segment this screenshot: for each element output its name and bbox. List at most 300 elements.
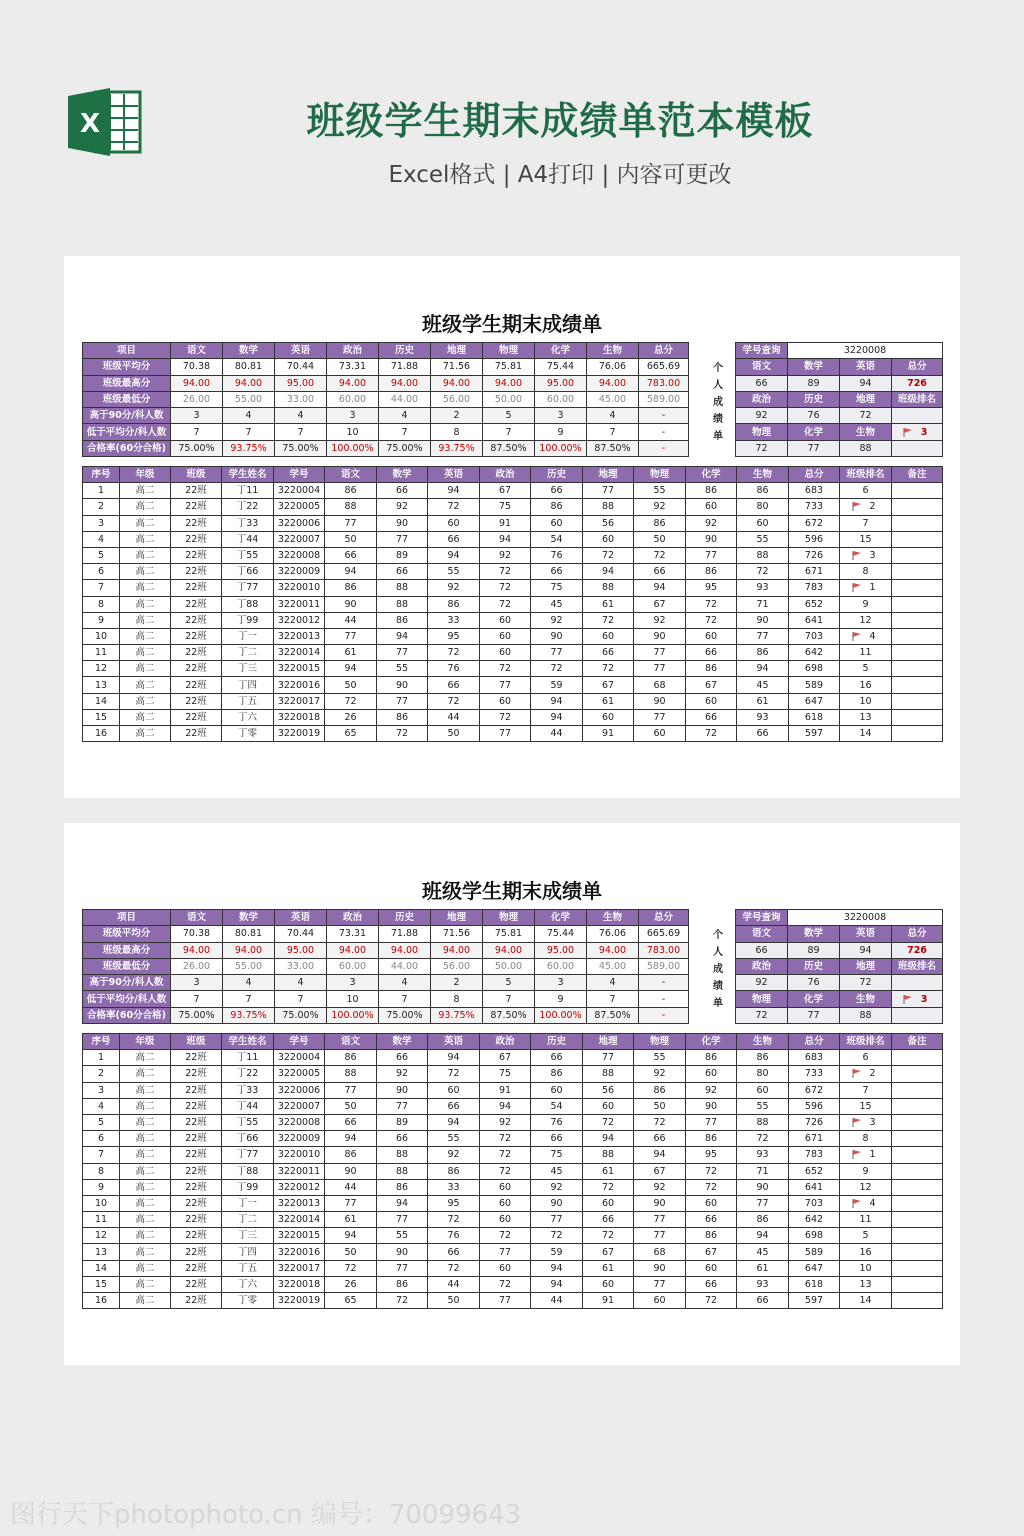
personal-header-cell: 英语 [840, 359, 892, 375]
table-cell: 45 [531, 1163, 583, 1179]
table-cell: 33 [428, 612, 480, 628]
table-cell [840, 1066, 892, 1082]
query-label: 学号查询 [736, 910, 788, 926]
rank-value: 6 [862, 485, 869, 497]
table-cell: 86 [737, 1050, 789, 1066]
table-cell [892, 483, 943, 499]
table-cell: 94 [377, 1195, 428, 1211]
table-cell: 90 [634, 693, 686, 709]
summary-header-cell: 数学 [223, 910, 275, 926]
sheet-title: 班级学生期末成绩单 [422, 879, 602, 903]
table-cell: 22班 [171, 1147, 222, 1163]
table-cell: 88 [583, 1066, 634, 1082]
table-cell: 76 [531, 547, 583, 563]
table-cell: 22班 [171, 1244, 222, 1260]
table-cell [892, 1195, 943, 1211]
table-cell: 72 [480, 709, 531, 725]
table-cell: 45 [737, 677, 789, 693]
personal-header-cell: 地理 [840, 958, 892, 974]
table-cell: 77 [737, 628, 789, 644]
table-cell: 26 [325, 709, 377, 725]
summary-cell: 8 [431, 424, 483, 440]
summary-cell: 75.00% [171, 440, 223, 456]
table-cell [840, 677, 892, 693]
table-cell: 10 [83, 628, 120, 644]
table-cell: 丁55 [222, 1114, 274, 1130]
table-cell: 22班 [171, 1066, 222, 1082]
summary-cell: 3 [535, 408, 587, 424]
table-cell: 66 [686, 645, 737, 661]
student-id-query-input[interactable]: 3220008 [788, 910, 943, 926]
summary-header-cell: 历史 [379, 343, 431, 359]
table-cell: 60 [480, 645, 531, 661]
table-cell [892, 1228, 943, 1244]
table-cell [840, 612, 892, 628]
rank-value: 9 [862, 1165, 869, 1177]
table-cell: 10 [83, 1195, 120, 1211]
personal-value-cell: 77 [788, 1007, 840, 1023]
table-cell: 高二 [120, 547, 171, 563]
table-cell: 高二 [120, 1147, 171, 1163]
table-cell: 93 [737, 580, 789, 596]
table-cell [840, 1050, 892, 1066]
summary-row [83, 942, 689, 958]
table-cell: 高二 [120, 1098, 171, 1114]
personal-header-cell: 生物 [840, 991, 892, 1007]
table-cell: 92 [480, 1114, 531, 1130]
summary-cell: - [639, 991, 689, 1007]
personal-header-cell: 物理 [736, 991, 788, 1007]
table-cell [892, 726, 943, 742]
table-cell: 丁三 [222, 1228, 274, 1244]
table-cell: 68 [634, 677, 686, 693]
table-cell: 22班 [171, 1163, 222, 1179]
personal-side-char: 个 [713, 363, 723, 374]
table-cell [840, 628, 892, 644]
table-cell: 高二 [120, 499, 171, 515]
summary-cell: 45.00 [587, 391, 639, 407]
table-cell: 6 [83, 564, 120, 580]
table-cell: 698 [789, 661, 840, 677]
table-cell: 22班 [171, 1050, 222, 1066]
summary-cell: - [639, 424, 689, 440]
table-cell: 60 [480, 612, 531, 628]
excel-icon [66, 86, 142, 158]
table-cell [840, 564, 892, 580]
table-row [83, 645, 943, 661]
table-cell: 60 [737, 1082, 789, 1098]
table-cell [892, 1260, 943, 1276]
table-cell: 618 [789, 709, 840, 725]
summary-cell: 87.50% [587, 440, 639, 456]
table-header-row [83, 467, 943, 483]
column-header: 年级 [120, 467, 171, 483]
summary-cell: 76.06 [587, 926, 639, 942]
table-cell: 22班 [171, 628, 222, 644]
summary-cell: 45.00 [587, 958, 639, 974]
summary-cell: 26.00 [171, 391, 223, 407]
table-cell: 66 [377, 1050, 428, 1066]
table-cell: 22班 [171, 677, 222, 693]
table-cell: 75 [480, 1066, 531, 1082]
table-cell: 高二 [120, 564, 171, 580]
summary-cell: 94.00 [327, 375, 379, 391]
table-cell: 60 [428, 515, 480, 531]
table-cell: 90 [377, 677, 428, 693]
column-header: 英语 [428, 467, 480, 483]
summary-cell: 55.00 [223, 391, 275, 407]
student-id-query-input[interactable]: 3220008 [788, 343, 943, 359]
column-header: 英语 [428, 1034, 480, 1050]
summary-cell: 60.00 [327, 958, 379, 974]
table-cell [840, 661, 892, 677]
table-cell: 77 [480, 726, 531, 742]
personal-value-cell [892, 440, 943, 456]
table-cell: 72 [480, 596, 531, 612]
table-cell: 60 [480, 1260, 531, 1276]
table-cell [840, 596, 892, 612]
table-cell: 22班 [171, 1131, 222, 1147]
table-cell: 3220009 [274, 564, 325, 580]
table-cell: 72 [583, 1114, 634, 1130]
table-cell: 92 [428, 1147, 480, 1163]
table-cell: 88 [377, 596, 428, 612]
table-cell: 88 [325, 499, 377, 515]
summary-row-label: 班级最高分 [83, 942, 171, 958]
table-cell: 高二 [120, 580, 171, 596]
summary-row [83, 975, 689, 991]
table-cell: 3 [83, 1082, 120, 1098]
column-header: 学生姓名 [222, 1034, 274, 1050]
summary-header-cell: 政治 [327, 343, 379, 359]
table-cell [892, 564, 943, 580]
table-cell: 72 [377, 726, 428, 742]
table-cell: 92 [377, 499, 428, 515]
summary-cell: 10 [327, 424, 379, 440]
table-cell [892, 1114, 943, 1130]
personal-header-cell: 班级排名 [892, 391, 943, 407]
table-cell: 66 [377, 1131, 428, 1147]
table-cell: 72 [686, 596, 737, 612]
table-cell: 77 [634, 661, 686, 677]
table-cell: 高二 [120, 612, 171, 628]
table-cell: 22班 [171, 564, 222, 580]
table-cell: 92 [686, 1082, 737, 1098]
table-cell: 60 [583, 531, 634, 547]
rank-value: 7 [862, 1084, 869, 1096]
personal-header-cell: 政治 [736, 958, 788, 974]
table-cell: 86 [377, 1276, 428, 1292]
personal-header-cell: 物理 [736, 424, 788, 440]
table-cell: 94 [480, 531, 531, 547]
table-cell: 丁55 [222, 547, 274, 563]
summary-cell: 94.00 [431, 375, 483, 391]
table-cell [840, 1276, 892, 1292]
table-cell: 65 [325, 1293, 377, 1309]
table-cell: 92 [634, 1066, 686, 1082]
table-cell: 72 [480, 580, 531, 596]
table-cell: 44 [531, 1293, 583, 1309]
table-cell: 33 [428, 1179, 480, 1195]
table-cell: 22班 [171, 1179, 222, 1195]
table-cell [892, 1066, 943, 1082]
table-cell: 丁22 [222, 499, 274, 515]
table-cell: 高二 [120, 1293, 171, 1309]
summary-row-label: 低于平均分/科人数 [83, 991, 171, 1007]
table-cell: 72 [686, 726, 737, 742]
summary-header-cell: 项目 [83, 343, 171, 359]
table-cell [840, 1228, 892, 1244]
table-cell [892, 1147, 943, 1163]
column-header: 化学 [686, 1034, 737, 1050]
personal-value-cell: 726 [892, 375, 943, 391]
summary-cell: 3 [535, 975, 587, 991]
table-cell: 597 [789, 1293, 840, 1309]
table-cell: 91 [480, 515, 531, 531]
summary-cell: 75.81 [483, 359, 535, 375]
table-cell: 3220019 [274, 726, 325, 742]
table-cell: 3220017 [274, 1260, 325, 1276]
sheet-preview-1 [64, 256, 960, 798]
table-cell: 2 [83, 1066, 120, 1082]
table-cell: 3220011 [274, 596, 325, 612]
personal-header-cell: 总分 [892, 359, 943, 375]
table-cell: 高二 [120, 1228, 171, 1244]
table-cell: 92 [634, 1179, 686, 1195]
summary-cell: 71.88 [379, 359, 431, 375]
table-cell: 60 [634, 1293, 686, 1309]
table-cell: 22班 [171, 580, 222, 596]
table-cell: 6 [83, 1131, 120, 1147]
rank-value: 8 [862, 1133, 869, 1145]
table-cell: 15 [83, 1276, 120, 1292]
table-cell: 3220009 [274, 1131, 325, 1147]
summary-cell: 75.81 [483, 926, 535, 942]
table-cell: 22班 [171, 1082, 222, 1098]
flag-icon [852, 583, 862, 592]
table-cell: 86 [686, 564, 737, 580]
table-cell: 22班 [171, 1276, 222, 1292]
table-cell [840, 1082, 892, 1098]
column-header: 备注 [892, 467, 943, 483]
rank-value: 14 [859, 1295, 872, 1307]
flag-icon [852, 1069, 862, 1078]
table-cell: 56 [583, 515, 634, 531]
table-cell: 22班 [171, 726, 222, 742]
summary-row-label: 合格率(60分合格) [83, 440, 171, 456]
summary-header-cell: 语文 [171, 910, 223, 926]
personal-value-cell [892, 975, 943, 991]
summary-cell: 73.31 [327, 359, 379, 375]
summary-cell: 3 [171, 408, 223, 424]
table-cell: 44 [428, 1276, 480, 1292]
table-cell: 16 [83, 726, 120, 742]
sheet-title: 班级学生期末成绩单 [422, 312, 602, 336]
table-cell: 60 [531, 515, 583, 531]
summary-header-cell: 英语 [275, 910, 327, 926]
table-cell: 丁22 [222, 1066, 274, 1082]
table-cell: 86 [377, 1179, 428, 1195]
rank-value: 1 [869, 1149, 876, 1161]
personal-score-table [735, 909, 943, 1024]
table-cell: 72 [325, 693, 377, 709]
summary-cell: 7 [379, 424, 431, 440]
personal-value-cell [892, 408, 943, 424]
personal-header-cell: 化学 [788, 424, 840, 440]
table-cell: 67 [634, 1163, 686, 1179]
table-cell: 高二 [120, 661, 171, 677]
summary-row [83, 424, 689, 440]
table-cell: 高二 [120, 1050, 171, 1066]
table-cell: 95 [428, 1195, 480, 1211]
table-cell: 3220012 [274, 612, 325, 628]
table-cell: 60 [686, 693, 737, 709]
table-cell [892, 1212, 943, 1228]
table-cell: 86 [634, 1082, 686, 1098]
table-cell: 94 [531, 1260, 583, 1276]
table-cell: 高二 [120, 709, 171, 725]
table-cell: 77 [377, 645, 428, 661]
summary-cell: 589.00 [639, 958, 689, 974]
table-cell: 66 [686, 1276, 737, 1292]
table-cell: 67 [686, 1244, 737, 1260]
summary-header-cell: 总分 [639, 910, 689, 926]
summary-row-label: 班级最低分 [83, 958, 171, 974]
table-cell: 94 [737, 1228, 789, 1244]
table-cell: 647 [789, 1260, 840, 1276]
table-cell: 7 [83, 1147, 120, 1163]
table-cell: 77 [377, 531, 428, 547]
table-cell: 60 [686, 499, 737, 515]
personal-value-cell: 72 [736, 1007, 788, 1023]
table-cell: 77 [325, 628, 377, 644]
table-cell: 5 [83, 1114, 120, 1130]
summary-cell: 56.00 [431, 391, 483, 407]
table-cell [840, 1114, 892, 1130]
table-cell: 60 [480, 1179, 531, 1195]
summary-cell: 783.00 [639, 942, 689, 958]
table-cell [892, 499, 943, 515]
summary-cell: 94.00 [171, 375, 223, 391]
table-cell: 丁五 [222, 693, 274, 709]
page-subtitle: Excel格式 | A4打印 | 内容可更改 [388, 162, 732, 188]
table-cell: 59 [531, 1244, 583, 1260]
rank-value: 2 [869, 1068, 876, 1080]
personal-header-cell: 历史 [788, 391, 840, 407]
table-cell: 12 [83, 1228, 120, 1244]
table-cell: 77 [634, 645, 686, 661]
summary-header-cell: 英语 [275, 343, 327, 359]
table-cell: 60 [480, 628, 531, 644]
table-cell: 高二 [120, 483, 171, 499]
summary-cell: 94.00 [223, 942, 275, 958]
table-cell: 72 [428, 1212, 480, 1228]
table-cell: 72 [583, 1228, 634, 1244]
summary-cell: 70.38 [171, 926, 223, 942]
table-cell [892, 1131, 943, 1147]
summary-cell: 94.00 [379, 375, 431, 391]
table-cell [892, 1098, 943, 1114]
column-header: 化学 [686, 467, 737, 483]
table-cell: 652 [789, 596, 840, 612]
summary-row [83, 391, 689, 407]
personal-header-row [736, 359, 943, 375]
table-cell: 86 [634, 515, 686, 531]
summary-cell: 94.00 [431, 942, 483, 958]
flag-icon [852, 1150, 862, 1159]
table-cell: 72 [428, 1066, 480, 1082]
summary-cell: 5 [483, 408, 535, 424]
table-cell: 44 [325, 612, 377, 628]
personal-header-row [736, 424, 943, 440]
personal-header-cell: 政治 [736, 391, 788, 407]
summary-cell: 70.44 [275, 359, 327, 375]
table-cell: 683 [789, 1050, 840, 1066]
table-cell: 86 [531, 1066, 583, 1082]
table-cell: 丁77 [222, 1147, 274, 1163]
table-cell: 77 [583, 483, 634, 499]
table-cell: 11 [83, 1212, 120, 1228]
table-cell: 726 [789, 547, 840, 563]
column-header: 数学 [377, 1034, 428, 1050]
column-header: 总分 [789, 1034, 840, 1050]
table-row [83, 1066, 943, 1082]
table-cell: 3220007 [274, 531, 325, 547]
personal-value-row [736, 1007, 943, 1023]
personal-score-table [735, 342, 943, 457]
table-cell [892, 1082, 943, 1098]
summary-cell: 87.50% [587, 1007, 639, 1023]
table-cell: 丁六 [222, 1276, 274, 1292]
table-cell: 66 [428, 1244, 480, 1260]
table-cell: 95 [428, 628, 480, 644]
personal-rank-value: 3 [920, 426, 928, 438]
table-cell: 94 [531, 1276, 583, 1292]
summary-row [83, 359, 689, 375]
personal-value-cell: 88 [840, 1007, 892, 1023]
summary-cell: 95.00 [535, 942, 587, 958]
personal-value-cell: 72 [840, 975, 892, 991]
table-cell: 3220010 [274, 580, 325, 596]
table-cell: 86 [686, 483, 737, 499]
table-cell [892, 531, 943, 547]
table-cell: 22班 [171, 1098, 222, 1114]
column-header: 地理 [583, 467, 634, 483]
table-cell: 22班 [171, 612, 222, 628]
table-cell: 5 [83, 547, 120, 563]
summary-row-label: 班级最高分 [83, 375, 171, 391]
summary-cell: 7 [275, 991, 327, 1007]
table-cell: 72 [583, 612, 634, 628]
table-cell: 90 [686, 1098, 737, 1114]
table-cell [840, 1260, 892, 1276]
table-cell: 66 [634, 564, 686, 580]
column-header: 生物 [737, 467, 789, 483]
table-cell: 丁二 [222, 1212, 274, 1228]
summary-cell: 60.00 [535, 391, 587, 407]
table-cell: 66 [686, 709, 737, 725]
summary-cell: 73.31 [327, 926, 379, 942]
table-cell: 高二 [120, 1066, 171, 1082]
table-cell: 60 [428, 1082, 480, 1098]
personal-value-cell: 94 [840, 942, 892, 958]
table-cell [892, 709, 943, 725]
table-cell: 72 [686, 1179, 737, 1195]
table-cell: 89 [377, 1114, 428, 1130]
table-cell: 丁11 [222, 483, 274, 499]
table-cell: 22班 [171, 499, 222, 515]
table-row [83, 628, 943, 644]
